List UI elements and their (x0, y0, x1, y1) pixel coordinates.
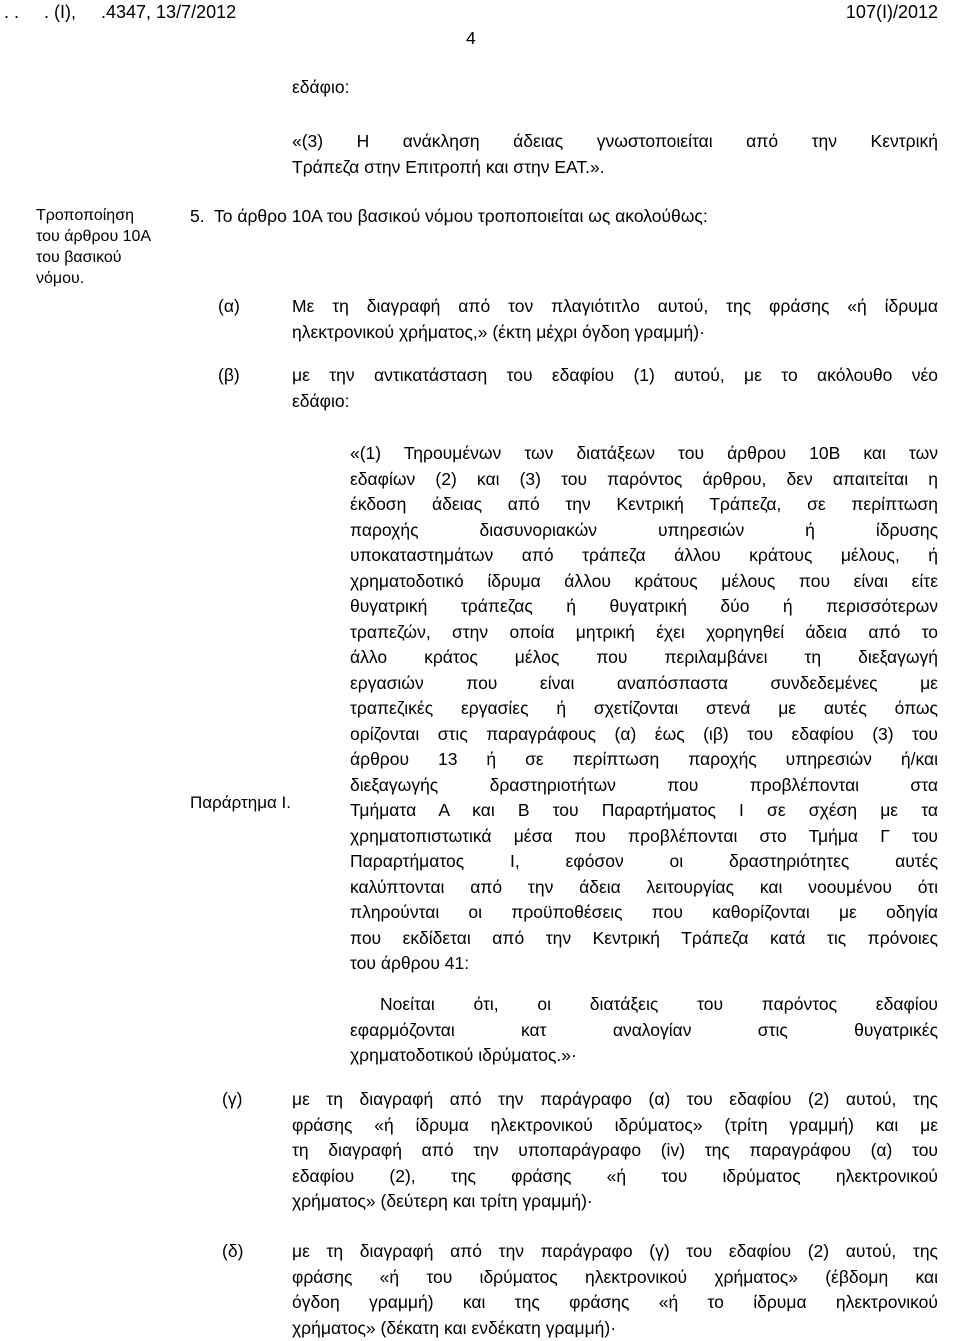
quote1-line: πληρούνται οι προϋποθέσεις που καθορίζονται με οδηγία (350, 900, 938, 926)
item-b-text (292, 363, 938, 414)
quote1-line: παροχής διασυνοριακών υπηρεσιών ή ίδρυσης (350, 518, 938, 544)
proviso (350, 992, 938, 1069)
margin-note-line: Τροποποίηση (36, 205, 151, 226)
quote1-line: υποκαταστημάτων από τράπεζα άλλου κράτους μέλους, ή (350, 543, 938, 569)
quote1-line: χρηματοπιστωτικά μέσα που προβλέπονται στο Τμήμα Γ του (350, 824, 938, 850)
header-reference: . . . (Ι), .4347, 13/7/2012 (4, 2, 236, 23)
quote1-line: θυγατρική τράπεζας ή θυγατρική δύο ή περισσότερων (350, 594, 938, 620)
quote1-line: ορίζονται στις παραγράφους (α) έως (ιβ) του εδαφίου (3) του (350, 722, 938, 748)
quote1-line: «(1) Τηρουμένων των διατάξεων του άρθρου 10Β και των (350, 441, 938, 467)
quote1-line: που εκδίδεται από την Κεντρική Τράπεζα κατά τις πρόνοιες (350, 926, 938, 952)
quote1-line: Τμήματα Α και Β του Παραρτήματος Ι σε σχέση με τα (350, 798, 938, 824)
proviso-line: εφαρμόζονται κατ αναλογίαν στις θυγατρικές (350, 1018, 938, 1044)
quote1-line: χρηματοδοτικό ίδρυμα άλλου κράτους μέλους που είναι είτε (350, 569, 938, 595)
quoted-subsection-1 (350, 441, 938, 977)
margin-note-line: του άρθρου 10Α (36, 226, 151, 247)
section-5-heading: 5. Το άρθρο 10Α του βασικού νόμου τροποποιείται ως ακολούθως: (190, 204, 708, 230)
quoted-subsection-3-line-2: Τράπεζα στην Επιτροπή και στην ΕΑΤ.». (292, 155, 938, 181)
item-d-line: φράσης «ή του ιδρύματος ηλεκτρονικού χρήματος» (έβδομη και (292, 1265, 938, 1291)
quote1-line: έκδοση άδειας από την Κεντρική Τράπεζα, σε περίπτωση (350, 492, 938, 518)
item-c-label: (γ) (222, 1087, 242, 1113)
page-header (0, 2, 960, 26)
quoted-subsection-3-line-1: «(3) Η ανάκληση άδειας γνωστοποιείται από την Κεντρική (292, 129, 938, 155)
item-b-line-2: εδάφιο: (292, 389, 938, 415)
item-a-line-2: ηλεκτρονικού χρήματος,» (έκτη μέχρι όγδοη γραμμή)· (292, 320, 938, 346)
item-c-line: εδαφίου (2), της φράσης «ή του ιδρύματος ηλεκτρονικού (292, 1164, 938, 1190)
quote1-line: άρθρου 13 ή σε περίπτωση παροχής υπηρεσιών ή/και (350, 747, 938, 773)
margin-note-annex: Παράρτημα Ι. (190, 792, 291, 813)
item-c-line: τη διαγραφή από την υποπαράγραφο (iv) της παραγράφου (α) του (292, 1138, 938, 1164)
item-a-label: (α) (218, 294, 240, 320)
quote1-line: εργασιών που είναι αναπόσπαστα συνδεδεμένες με (350, 671, 938, 697)
item-a-line-1: Με τη διαγραφή από τον πλαγιότιτλο αυτού, της φράσης «ή ίδρυμα (292, 294, 938, 320)
quote1-line: του άρθρου 41: (350, 951, 938, 977)
quote1-line: Παραρτήματος Ι, εφόσον οι δραστηριότητες αυτές (350, 849, 938, 875)
item-c-line: χρήματος» (δεύτερη και τρίτη γραμμή)· (292, 1189, 938, 1215)
law-number: 107(Ι)/2012 (846, 2, 938, 23)
item-d-label: (δ) (222, 1239, 243, 1265)
item-d-line: χρήματος» (δέκατη και ενδέκατη γραμμή)· (292, 1316, 938, 1341)
margin-note-line: του βασικού (36, 247, 151, 268)
margin-note-line: νόμου. (36, 268, 151, 289)
item-d-line: όγδοη γραμμή) και της φράσης «ή το ίδρυμα ηλεκτρονικού (292, 1290, 938, 1316)
margin-note-amendment (36, 205, 151, 289)
proviso-line: χρηματοδοτικού ιδρύματος.»· (350, 1043, 938, 1069)
quote1-line: καλύπτονται από την άδεια λειτουργίας και νοουμένου ότι (350, 875, 938, 901)
quote1-line: διεξαγωγής δραστηριοτήτων που προβλέπονται στα (350, 773, 938, 799)
item-c-line: με τη διαγραφή από την παράγραφο (α) του εδαφίου (2) αυτού, της (292, 1087, 938, 1113)
intro-subsection-word: εδάφιο: (292, 75, 350, 101)
item-b-label: (β) (218, 363, 240, 389)
item-b-line-1: με την αντικατάσταση του εδαφίου (1) αυτού, με το ακόλουθο νέο (292, 363, 938, 389)
item-d-line: με τη διαγραφή από την παράγραφο (γ) του εδαφίου (2) αυτού, της (292, 1239, 938, 1265)
item-a-text (292, 294, 938, 345)
page-number: 4 (466, 28, 476, 49)
quote1-line: τραπεζών, στην οποία μητρική έχει χορηγηθεί άδεια από το (350, 620, 938, 646)
item-c-text (292, 1087, 938, 1215)
item-c-line: φράσης «ή ίδρυμα ηλεκτρονικού ιδρύματος» (τρίτη γραμμή) και με (292, 1113, 938, 1139)
quoted-subsection-3 (292, 129, 938, 180)
quote1-line: εδαφίων (2) και (3) του παρόντος άρθρου, δεν απαιτείται η (350, 467, 938, 493)
quote1-line: άλλο κράτος μέλος που περιλαμβάνει τη διεξαγωγή (350, 645, 938, 671)
proviso-line: Νοείται ότι, οι διατάξεις του παρόντος εδαφίου (350, 992, 938, 1018)
item-d-text (292, 1239, 938, 1341)
quote1-line: τραπεζικές εργασίες ή σχετίζονται στενά με αυτές όπως (350, 696, 938, 722)
